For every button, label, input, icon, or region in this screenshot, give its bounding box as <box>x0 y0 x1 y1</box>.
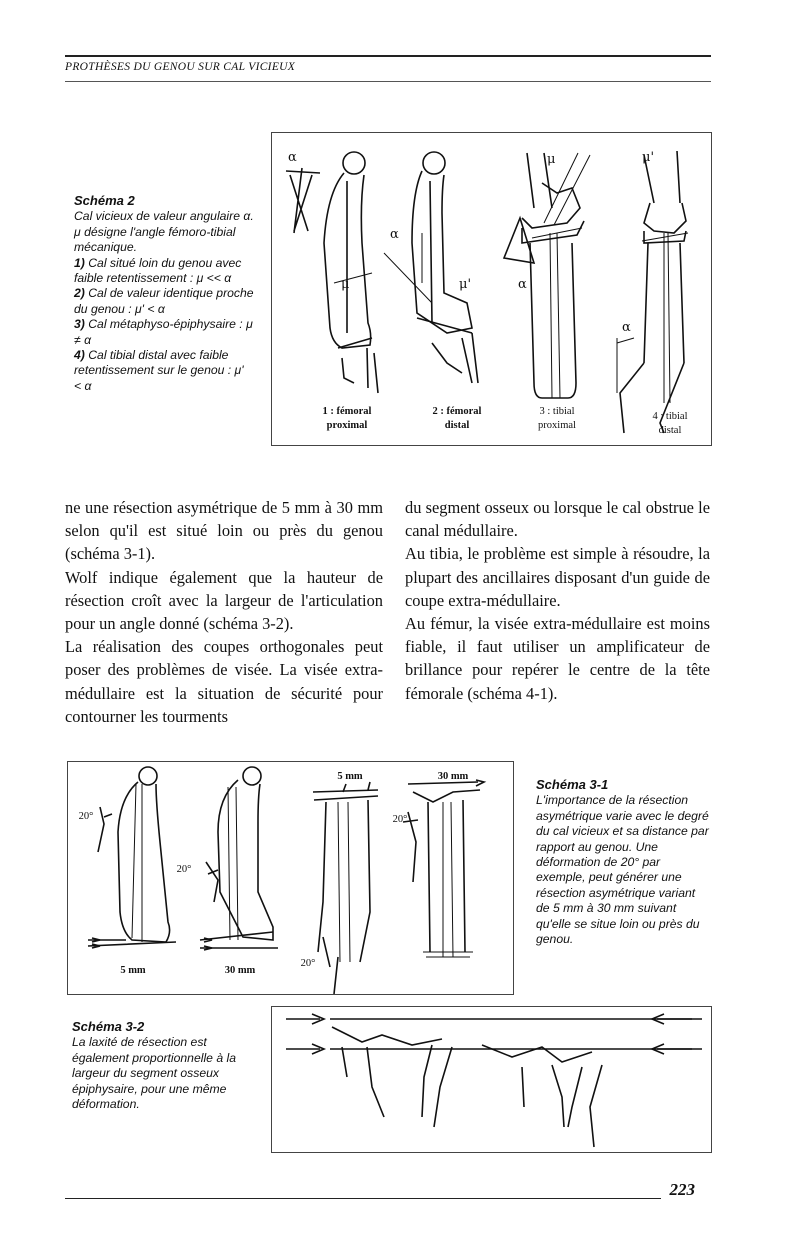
degree-label: 20° <box>300 958 316 969</box>
schema2-item: 3) Cal métaphyso-épiphysaire : μ ≠ α <box>74 317 253 347</box>
bone-femur-distal <box>384 152 478 383</box>
panel-label: proximal <box>538 420 576 431</box>
paragraph: Wolf indique également que la hauteur de résection croît avec la largeur de l'articulation pour un angle donné (schéma 3-2). <box>65 567 383 634</box>
body-right-column <box>405 496 710 705</box>
schema31-drawing <box>68 762 513 994</box>
bone-tibia-near <box>313 782 378 994</box>
mu-prime-label: μ' <box>459 277 472 292</box>
schema32-figure <box>271 1006 712 1153</box>
body-left-column <box>65 496 383 728</box>
schema31-title: Schéma 3-1 <box>536 777 609 792</box>
header-bottom-rule <box>65 81 711 82</box>
schema31-text: L'importance de la résection asymétrique varie avec le degré du cal vicieux et sa distance par rapport au genou. Une déformation de 20° par exemple, peut générer une résection asymétrique variant de 5 mm à 30 mm suivant qu'elle se situe loin ou près du genou. <box>536 793 709 947</box>
schema31-figure <box>67 761 514 995</box>
mm-label: 30 mm <box>224 965 256 976</box>
footer-rule <box>65 1198 661 1199</box>
bone-femur-proximal <box>286 152 378 393</box>
bone-tibia-distal <box>617 151 688 433</box>
degree-label: 20° <box>78 811 94 822</box>
bone-tibia-proximal <box>504 153 590 398</box>
schema2-drawing <box>272 133 711 445</box>
schema2-caption <box>74 193 254 394</box>
alpha-label: α <box>518 277 527 292</box>
panel-label: distal <box>658 425 682 436</box>
schema2-item: 1) Cal situé loin du genou avec faible retentissement : μ << α <box>74 255 242 286</box>
schema31-caption <box>536 777 712 947</box>
panel-label: 1 : fémoral <box>322 406 372 417</box>
alpha-label: α <box>622 320 631 335</box>
paragraph: Au tibia, le problème est simple à résoudre, la plupart des ancillaires disposant d'un guide de coupe extra-médullaire. <box>405 544 710 610</box>
paragraph: Au fémur, la visée extra-médullaire est moins fiable, il faut utiliser un amplificateur de brillance pour repérer le centre de la tête fémorale (schéma 4-1). <box>405 614 710 703</box>
mm-label: 5 mm <box>337 771 363 782</box>
panel-label: distal <box>444 420 470 431</box>
schema32-caption <box>72 1019 252 1112</box>
paragraph: du segment osseux ou lorsque le cal obstrue le canal médullaire. <box>405 498 710 541</box>
mu-prime-label: μ' <box>642 150 655 165</box>
schema2-item: 4) Cal tibial distal avec faible retentissement sur le genou : μ' < α <box>74 348 244 393</box>
bone-tibia-far <box>403 780 484 957</box>
mu-label: μ <box>547 152 556 167</box>
page-number: 223 <box>669 1180 695 1199</box>
bone-femur-far-callus <box>88 767 176 948</box>
panel-label: 2 : fémoral <box>432 406 482 417</box>
degree-label: 20° <box>176 864 192 875</box>
panel-label: 4 : tibial <box>652 411 688 422</box>
mm-label: 5 mm <box>120 965 146 976</box>
schema2-item: 2) Cal de valeur identique proche du genou : μ' < α <box>74 286 254 316</box>
schema32-text: La laxité de résection est également proportionnelle à la largeur du segment osseux épiphysaire, pour une même déformation. <box>72 1035 236 1112</box>
panel-label: proximal <box>326 420 368 431</box>
paragraph: La réalisation des coupes orthogonales peut poser des problèmes de visée. La visée extra-médullaire est la situation de sécurité pour contourner les tourments <box>65 637 383 726</box>
header-top-rule <box>65 55 711 57</box>
schema2-figure <box>271 132 712 446</box>
mm-label: 30 mm <box>437 771 469 782</box>
schema2-intro: Cal vicieux de valeur angulaire α. μ désigne l'angle fémoro-tibial mécanique. <box>74 209 254 255</box>
schema32-drawing <box>272 1007 711 1152</box>
schema2-title: Schéma 2 <box>74 193 135 208</box>
degree-label: 20° <box>392 814 408 825</box>
alpha-label: α <box>288 150 297 165</box>
paragraph: ne une résection asymétrique de 5 mm à 30 mm selon qu'il est situé loin ou près du genou (schéma 3-1). <box>65 498 383 564</box>
schema32-title: Schéma 3-2 <box>72 1019 145 1034</box>
running-title: PROTHÈSES DU GENOU SUR CAL VICIEUX <box>65 61 296 73</box>
bone-femur-near-callus <box>200 767 278 950</box>
panel-label: 3 : tibial <box>539 406 575 417</box>
alpha-label: α <box>390 227 399 242</box>
mu-label: μ <box>341 277 350 292</box>
